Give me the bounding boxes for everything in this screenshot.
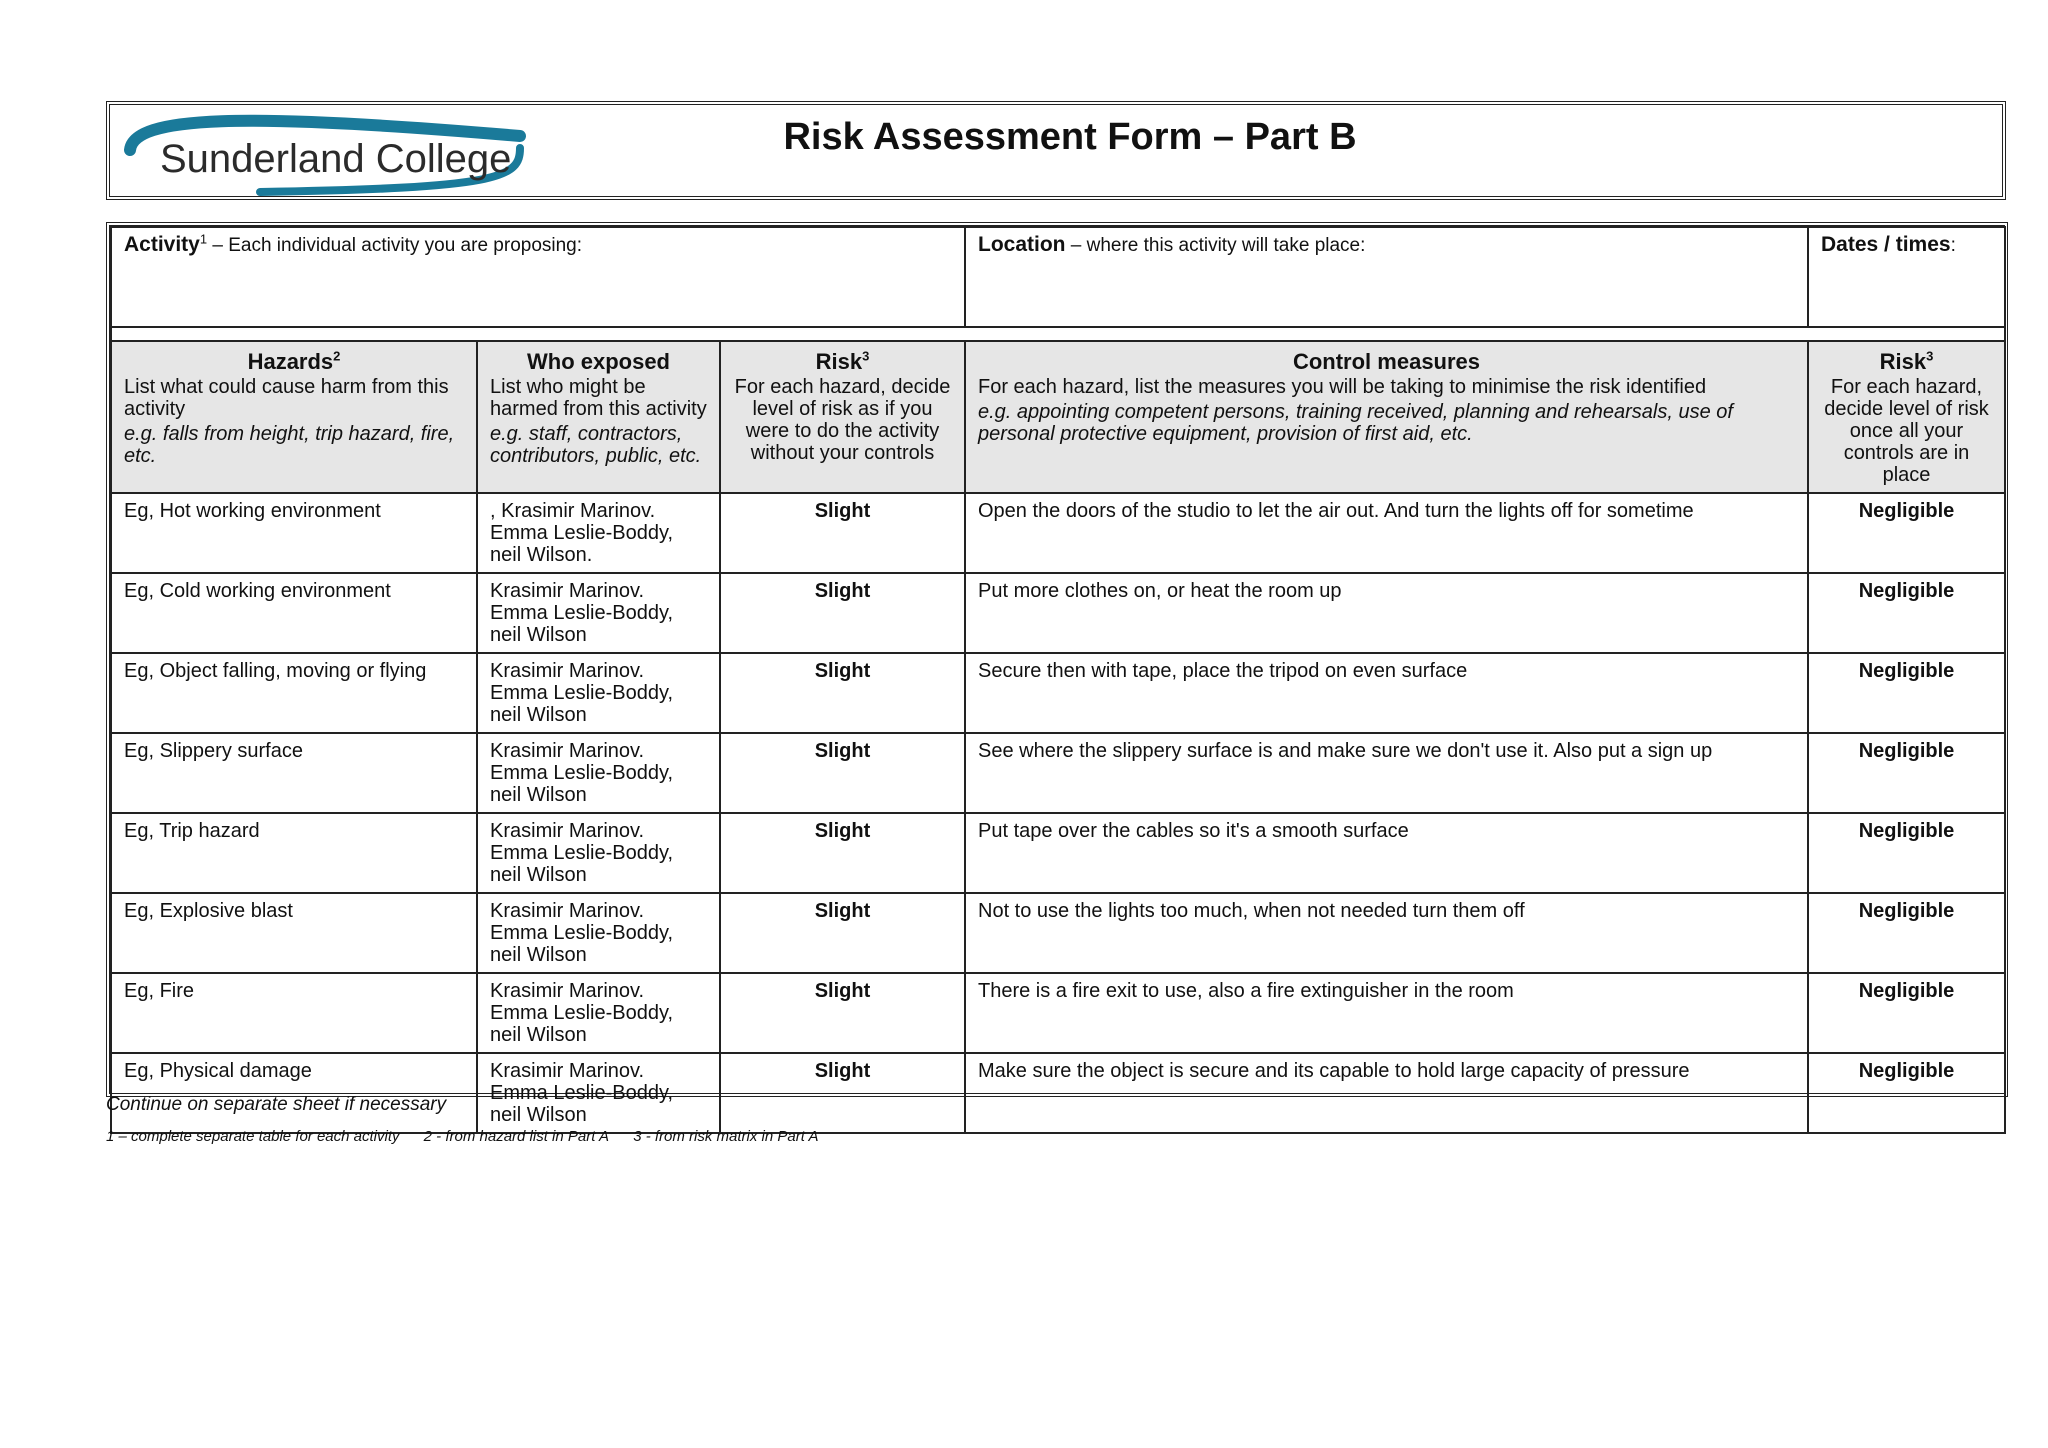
hazard-cell[interactable]: Eg, Object falling, moving or flying: [111, 653, 477, 733]
header-who-exposed: [477, 341, 720, 493]
who-exposed-cell[interactable]: Krasimir Marinov. Emma Leslie-Boddy, neil Wilson: [477, 1053, 720, 1133]
controls-title: Control measures: [1292, 349, 1481, 374]
footnote-1: 1 – complete separate table for each activity: [106, 1128, 400, 1145]
control-measure-cell[interactable]: Put more clothes on, or heat the room up: [965, 573, 1808, 653]
hazards-title: Hazards: [247, 349, 334, 374]
hazards-desc: List what could cause harm from this activity: [124, 376, 449, 420]
controls-desc: For each hazard, list the measures you will be taking to minimise the risk identified: [978, 376, 1707, 398]
hazard-cell[interactable]: Eg, Cold working environment: [111, 573, 477, 653]
risk-assessment-table: [110, 226, 2006, 1134]
risk-before-footnote-ref: 3: [862, 348, 870, 364]
header-risk-before: [720, 341, 965, 493]
dates-field[interactable]: [1808, 227, 2005, 327]
who-desc: List who might be harmed from this activity: [490, 376, 707, 420]
control-measure-cell[interactable]: Put tape over the cables so it's a smooth surface: [965, 813, 1808, 893]
risk-before-desc: For each hazard, decide level of risk as if you were to do the activity without your controls: [734, 376, 951, 464]
risk-before-title: Risk: [815, 349, 863, 374]
control-measure-cell[interactable]: Secure then with tape, place the tripod on even surface: [965, 653, 1808, 733]
hazard-cell[interactable]: Eg, Trip hazard: [111, 813, 477, 893]
who-exposed-cell[interactable]: Krasimir Marinov. Emma Leslie-Boddy, neil Wilson: [477, 813, 720, 893]
activity-row: [111, 227, 2005, 327]
row-divider: [111, 327, 2005, 341]
location-field[interactable]: [965, 227, 1808, 327]
continue-note: Continue on separate sheet if necessary: [106, 1094, 447, 1115]
activity-field[interactable]: [111, 227, 965, 327]
table-row: [111, 733, 2005, 813]
risk-after-cell[interactable]: Negligible: [1808, 893, 2005, 973]
risk-after-cell[interactable]: Negligible: [1808, 653, 2005, 733]
hazard-cell[interactable]: Eg, Explosive blast: [111, 893, 477, 973]
risk-before-cell[interactable]: Slight: [720, 573, 965, 653]
risk-before-cell[interactable]: Slight: [720, 973, 965, 1053]
risk-after-footnote-ref: 3: [1926, 348, 1934, 364]
who-exposed-cell[interactable]: Krasimir Marinov. Emma Leslie-Boddy, neil Wilson: [477, 653, 720, 733]
activity-prompt: – Each individual activity you are proposing:: [207, 235, 583, 256]
who-title: Who exposed: [526, 349, 670, 374]
table-row: [111, 893, 2005, 973]
hazards-footnote-ref: 2: [333, 348, 341, 364]
control-measure-cell[interactable]: Open the doors of the studio to let the air out. And turn the lights off for sometime: [965, 493, 1808, 573]
location-label: Location: [978, 233, 1066, 256]
risk-before-cell[interactable]: Slight: [720, 493, 965, 573]
risk-before-cell[interactable]: Slight: [720, 653, 965, 733]
risk-after-cell[interactable]: Negligible: [1808, 1053, 2005, 1133]
who-exposed-cell[interactable]: Krasimir Marinov. Emma Leslie-Boddy, neil Wilson: [477, 973, 720, 1053]
control-measure-cell[interactable]: See where the slippery surface is and make sure we don't use it. Also put a sign up: [965, 733, 1808, 813]
activity-footnote-ref: 1: [199, 231, 208, 247]
who-exposed-cell[interactable]: , Krasimir Marinov. Emma Leslie-Boddy, neil Wilson.: [477, 493, 720, 573]
risk-after-cell[interactable]: Negligible: [1808, 573, 2005, 653]
risk-after-desc: For each hazard, decide level of risk once all your controls are in place: [1824, 376, 1989, 486]
table-row: [111, 493, 2005, 573]
hazards-example: e.g. falls from height, trip hazard, fire, etc.: [124, 423, 455, 467]
risk-before-cell[interactable]: Slight: [720, 1053, 965, 1133]
header-hazards: [111, 341, 477, 493]
college-logo: [120, 108, 530, 198]
table-row: [111, 813, 2005, 893]
risk-after-title: Risk: [1879, 349, 1927, 374]
risk-after-cell[interactable]: Negligible: [1808, 973, 2005, 1053]
risk-after-cell[interactable]: Negligible: [1808, 493, 2005, 573]
control-measure-cell[interactable]: There is a fire exit to use, also a fire extinguisher in the room: [965, 973, 1808, 1053]
hazard-cell[interactable]: Eg, Fire: [111, 973, 477, 1053]
activity-label: Activity: [124, 233, 200, 256]
controls-example: e.g. appointing competent persons, training received, planning and rehearsals, use of personal protective equipment, provision of first aid, etc.: [978, 401, 1733, 445]
footnotes: [106, 1128, 839, 1145]
who-exposed-cell[interactable]: Krasimir Marinov. Emma Leslie-Boddy, neil Wilson: [477, 893, 720, 973]
location-prompt: – where this activity will take place:: [1065, 235, 1366, 256]
risk-before-cell[interactable]: Slight: [720, 893, 965, 973]
table-row: [111, 973, 2005, 1053]
hazard-cell[interactable]: Eg, Slippery surface: [111, 733, 477, 813]
footnote-3: 3 - from risk matrix in Part A: [633, 1128, 819, 1145]
dates-label: Dates / times: [1821, 233, 1951, 256]
control-measure-cell[interactable]: Make sure the object is secure and its capable to hold large capacity of pressure: [965, 1053, 1808, 1133]
control-measure-cell[interactable]: Not to use the lights too much, when not needed turn them off: [965, 893, 1808, 973]
who-exposed-cell[interactable]: Krasimir Marinov. Emma Leslie-Boddy, neil Wilson: [477, 573, 720, 653]
risk-before-cell[interactable]: Slight: [720, 813, 965, 893]
table-row: [111, 573, 2005, 653]
risk-after-cell[interactable]: Negligible: [1808, 813, 2005, 893]
hazard-cell[interactable]: Eg, Hot working environment: [111, 493, 477, 573]
dates-prompt: :: [1950, 235, 1956, 256]
hazard-cell[interactable]: Eg, Physical damage: [111, 1053, 477, 1133]
column-header-row: [111, 341, 2005, 493]
page-title: Risk Assessment Form – Part B: [783, 116, 1357, 158]
table-row: [111, 653, 2005, 733]
header-control-measures: [965, 341, 1808, 493]
risk-before-cell[interactable]: Slight: [720, 733, 965, 813]
footnote-2: 2 - from hazard list in Part A: [423, 1128, 610, 1145]
logo-text: Sunderland College: [160, 137, 512, 181]
header-risk-after: [1808, 341, 2005, 493]
who-example: e.g. staff, contractors, contributors, public, etc.: [490, 423, 702, 467]
who-exposed-cell[interactable]: Krasimir Marinov. Emma Leslie-Boddy, neil Wilson: [477, 733, 720, 813]
risk-after-cell[interactable]: Negligible: [1808, 733, 2005, 813]
table-row: [111, 1053, 2005, 1133]
